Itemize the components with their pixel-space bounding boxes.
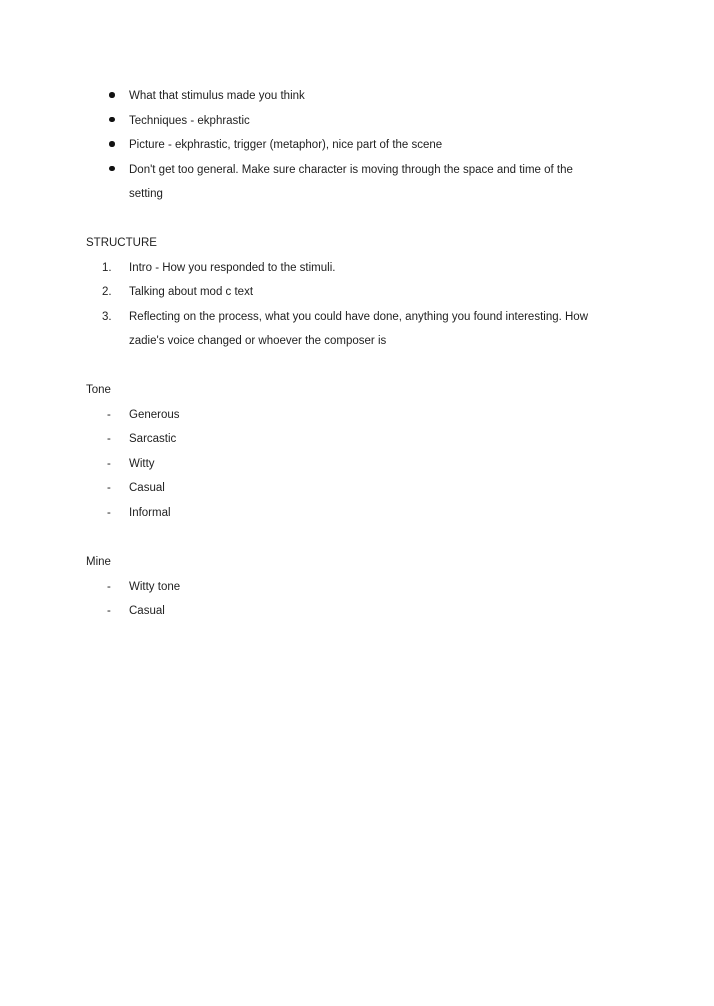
list-item-text: What that stimulus made you think [129, 90, 305, 102]
list-item [86, 133, 646, 158]
item-text: Casual [129, 605, 165, 618]
dash-item [86, 427, 646, 452]
dash-item [86, 599, 646, 624]
dash-marker: - [107, 605, 111, 618]
mine-section [86, 550, 646, 624]
item-text: zadie's voice changed or whoever the composer is [129, 335, 387, 348]
item-text: Intro - How you responded to the stimuli. [129, 261, 336, 274]
item-text: Informal [129, 506, 171, 519]
item-text: Generous [129, 408, 180, 421]
structure-section [86, 231, 646, 354]
bullet-icon [109, 117, 115, 123]
dash-marker: - [107, 457, 111, 470]
list-item-continuation [86, 182, 646, 207]
dash-marker: - [107, 580, 111, 593]
item-text: Reflecting on the process, what you could have done, anything you found interesting. How [129, 310, 589, 323]
list-item [86, 84, 646, 109]
item-text: Sarcastic [129, 433, 177, 446]
list-item [86, 158, 646, 183]
list-item-text: Don't get too general. Make sure character is moving through the space and time of the [129, 163, 573, 176]
dash-item [86, 476, 646, 501]
numbered-item-continuation [86, 329, 646, 354]
dash-item [86, 452, 646, 477]
bullet-list [86, 84, 646, 207]
dash-marker: - [107, 506, 111, 519]
dash-marker: - [107, 433, 111, 446]
numbered-item [86, 305, 646, 330]
item-text: Talking about mod c text [129, 286, 254, 299]
list-item [86, 109, 646, 134]
section-heading: Mine [86, 556, 111, 568]
list-item-text: Techniques - ekphrastic [129, 114, 250, 127]
bullet-icon [109, 141, 115, 147]
item-number: 2. [102, 286, 112, 299]
numbered-item [86, 256, 646, 281]
dash-marker: - [107, 408, 111, 421]
item-text: Casual [129, 482, 165, 495]
dash-item [86, 403, 646, 428]
item-number: 1. [102, 261, 112, 274]
tone-section [86, 378, 646, 526]
dash-item [86, 501, 646, 526]
numbered-item [86, 280, 646, 305]
bullet-icon [109, 92, 115, 98]
list-item-text: setting [129, 188, 163, 201]
dash-marker: - [107, 482, 111, 495]
section-heading: Tone [86, 384, 111, 396]
dash-item [86, 575, 646, 600]
section-heading: STRUCTURE [86, 237, 157, 249]
item-text: Witty tone [129, 580, 181, 593]
item-text: Witty [129, 457, 155, 470]
bullet-icon [109, 166, 115, 172]
item-number: 3. [102, 310, 112, 323]
list-item-text: Picture - ekphrastic, trigger (metaphor), nice part of the scene [129, 139, 443, 152]
